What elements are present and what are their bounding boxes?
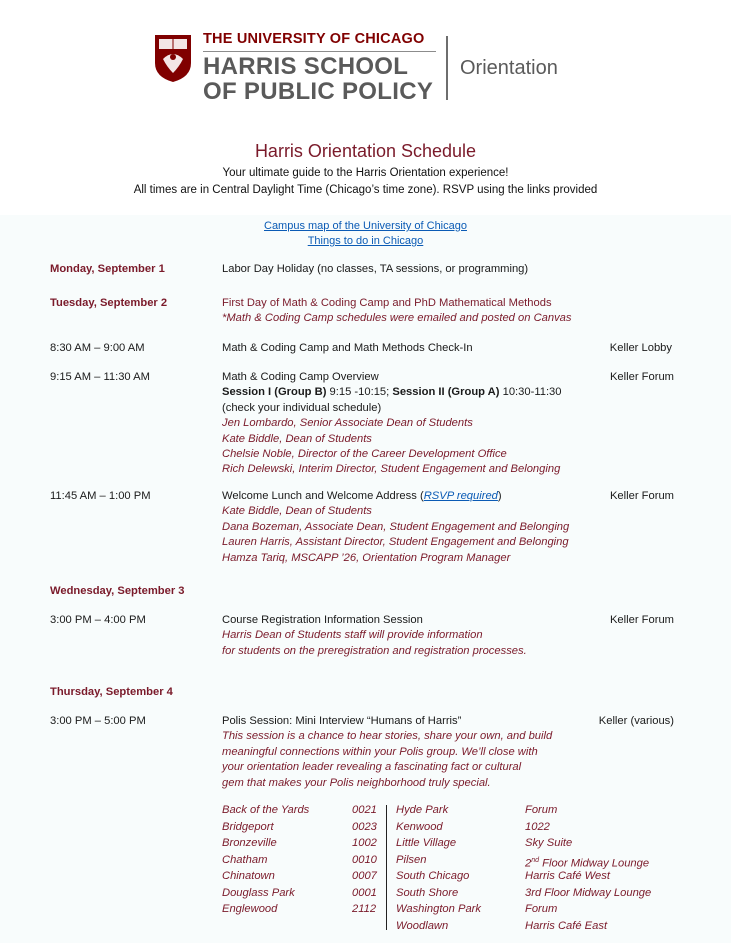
event-location: Keller Lobby <box>609 342 672 354</box>
day-heading-wednesday: Wednesday, September 3 <box>50 585 185 597</box>
event-details <box>222 714 552 791</box>
polis-row <box>222 869 377 886</box>
polis-row <box>222 902 377 919</box>
page-title: Harris Orientation Schedule <box>254 141 477 161</box>
polis-neighborhood: Bridgeport <box>222 820 274 833</box>
speaker: Dana Bozeman, Associate Dean, Student Engagement and Belonging <box>222 520 570 533</box>
event-time: 3:00 PM – 5:00 PM <box>50 715 146 727</box>
polis-room: 1022 <box>525 820 550 833</box>
tuesday-note-italic: *Math & Coding Camp schedules were emailed and posted on Canvas <box>222 312 572 324</box>
monday-note: Labor Day Holiday (no classes, TA sessions, or programming) <box>222 263 529 275</box>
polis-row <box>222 853 377 870</box>
event-title-text: Welcome Lunch and Welcome Address ( <box>222 490 424 502</box>
event-description: gem that makes your Polis neighborhood truly special. <box>222 776 491 789</box>
polis-room-number: 2 <box>525 857 532 870</box>
event-time: 8:30 AM – 9:00 AM <box>50 342 145 354</box>
polis-neighborhood: South Shore <box>396 886 459 899</box>
polis-neighborhood: Douglass Park <box>222 886 295 899</box>
polis-neighborhood: Englewood <box>222 903 278 915</box>
polis-neighborhood: Pilsen <box>396 853 427 866</box>
polis-room: Harris Café West <box>525 870 610 882</box>
event-details <box>222 613 527 659</box>
event-location: Keller Forum <box>609 371 674 383</box>
polis-row <box>396 886 652 903</box>
polis-neighborhood: Kenwood <box>396 820 443 833</box>
speaker: Rich Delewski, Interim Director, Student Engagement and Belonging <box>222 463 561 476</box>
speaker: Kate Biddle, Dean of Students <box>222 505 372 518</box>
event-title: Math & Coding Camp and Math Methods Check-In <box>222 342 473 354</box>
logo-vertical-divider <box>446 36 448 100</box>
day-heading-monday: Monday, September 1 <box>50 263 165 275</box>
polis-room: 0021 <box>352 804 377 816</box>
polis-row <box>396 869 610 886</box>
rsvp-link[interactable]: RSVP required <box>423 490 498 502</box>
session-note: (check your individual schedule) <box>222 401 382 414</box>
event-title: Course Registration Information Session <box>222 614 423 626</box>
logo-university-text: THE UNIVERSITY OF CHICAGO <box>203 31 425 47</box>
polis-list-left <box>222 803 377 919</box>
speaker: Kate Biddle, Dean of Students <box>222 432 372 445</box>
polis-room: 0007 <box>352 870 377 882</box>
event-description: This session is a chance to hear stories, share your own, and build <box>222 730 553 743</box>
polis-room: 3rd Floor Midway Lounge <box>525 886 652 899</box>
polis-room-rest: Floor Midway Lounge <box>539 857 650 870</box>
logo-school-line1: HARRIS SCHOOL <box>203 53 409 80</box>
polis-row <box>222 820 377 837</box>
event-location: Keller Forum <box>609 614 674 626</box>
session-2-label: Session II (Group A) <box>392 386 500 399</box>
polis-room: Harris Café East <box>525 919 608 932</box>
event-title: Polis Session: Mini Interview “Humans of Harris” <box>222 715 462 727</box>
event-title-end: ) <box>497 490 502 502</box>
polis-row <box>396 820 550 837</box>
polis-row <box>222 803 377 820</box>
event-description: your orientation leader revealing a fascinating fact or cultural <box>222 761 522 774</box>
page-subtitle: Your ultimate guide to the Harris Orientation experience! <box>222 167 509 179</box>
speaker: Lauren Harris, Assistant Director, Student Engagement and Belonging <box>222 536 569 549</box>
timezone-note: All times are in Central Daylight Time (Chicago’s time zone). RSVP using the links provided <box>133 184 598 196</box>
logo-section-label: Orientation <box>460 57 558 79</box>
event-time: 11:45 AM – 1:00 PM <box>50 490 151 502</box>
logo-school-line2: OF PUBLIC POLICY <box>203 78 434 105</box>
polis-room-ordinal: nd <box>531 856 540 864</box>
university-shield-logo <box>153 33 193 83</box>
polis-room: Sky Suite <box>525 837 573 849</box>
polis-neighborhood: Washington Park <box>396 903 481 915</box>
polis-room: 0023 <box>352 820 377 833</box>
polis-room: 0010 <box>352 853 377 866</box>
day-heading-tuesday: Tuesday, September 2 <box>50 297 168 309</box>
session-1-time: 9:15 -10:15; <box>326 386 393 399</box>
event-location: Keller Forum <box>609 490 674 502</box>
session-2-time: 10:30-11:30 <box>499 386 562 399</box>
day-heading-thursday: Thursday, September 4 <box>50 686 173 698</box>
polis-row <box>222 886 377 903</box>
event-title: Math & Coding Camp Overview <box>222 371 379 383</box>
polis-neighborhood: Woodlawn <box>396 919 449 932</box>
event-description: for students on the preregistration and registration processes. <box>222 644 527 657</box>
polis-neighborhood: Chatham <box>222 853 268 866</box>
polis-row <box>396 853 650 870</box>
polis-room: Forum <box>525 804 558 816</box>
event-time: 3:00 PM – 4:00 PM <box>50 614 146 626</box>
things-to-do-link[interactable]: Things to do in Chicago <box>307 235 424 247</box>
event-time: 9:15 AM – 11:30 AM <box>50 371 150 383</box>
speaker: Hamza Tariq, MSCAPP ’26, Orientation Program Manager <box>222 551 511 564</box>
campus-map-link[interactable]: Campus map of the University of Chicago <box>264 220 467 232</box>
polis-neighborhood: South Chicago <box>396 870 470 882</box>
logo-school-name <box>203 54 433 104</box>
polis-row <box>222 836 377 853</box>
polis-row <box>396 902 558 919</box>
polis-room: Forum <box>525 903 558 915</box>
polis-neighborhood: Chinatown <box>222 870 275 882</box>
logo-divider <box>203 51 436 52</box>
polis-neighborhood: Little Village <box>396 837 457 849</box>
event-description: Harris Dean of Students staff will provide information <box>222 629 483 642</box>
speaker: Chelsie Noble, Director of the Career Development Office <box>222 448 507 461</box>
polis-row <box>396 919 608 936</box>
polis-room: 2112 <box>352 903 377 915</box>
polis-neighborhood: Hyde Park <box>396 804 449 816</box>
session-times <box>222 385 562 400</box>
polis-room: 1002 <box>352 837 377 849</box>
event-details <box>222 489 569 566</box>
polis-neighborhood: Bronzeville <box>222 837 277 849</box>
polis-list-right <box>396 803 652 935</box>
event-details <box>222 370 562 478</box>
polis-room: 0001 <box>352 886 377 899</box>
polis-neighborhood: Back of the Yards <box>222 804 310 816</box>
polis-row <box>396 803 558 820</box>
speaker: Jen Lombardo, Senior Associate Dean of Students <box>222 417 473 430</box>
session-1-label: Session I (Group B) <box>222 386 327 399</box>
polis-row <box>396 836 573 853</box>
event-title <box>222 489 569 504</box>
event-description: meaningful connections within your Polis group. We’ll close with <box>222 745 538 758</box>
event-location: Keller (various) <box>598 715 674 727</box>
polis-column-divider <box>386 805 387 930</box>
tuesday-note: First Day of Math & Coding Camp and PhD Mathematical Methods <box>222 297 552 309</box>
